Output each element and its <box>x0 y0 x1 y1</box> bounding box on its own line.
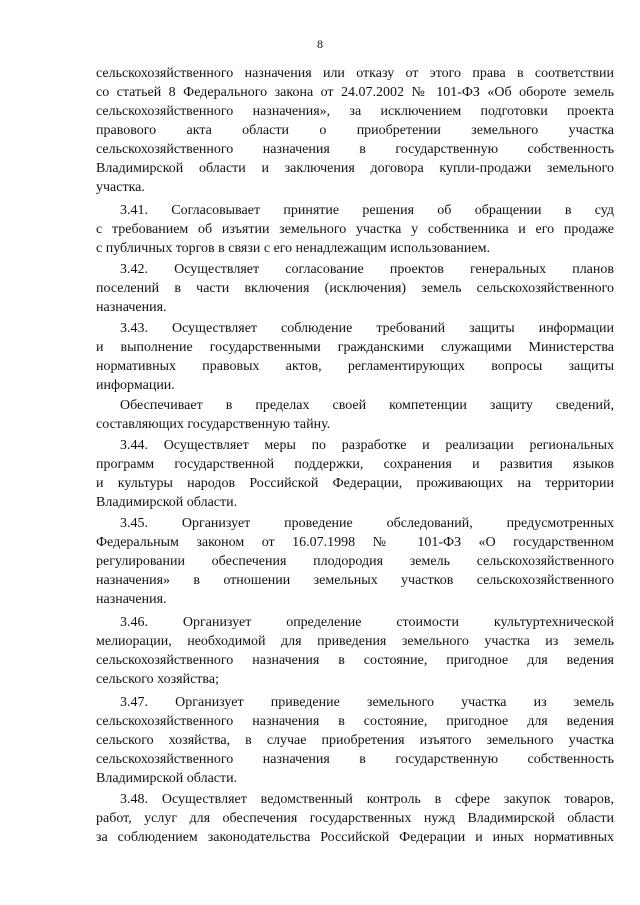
text-line: с публичных торгов в связи с его ненадлежащим использованием. <box>96 241 490 256</box>
paragraph-3-46-first-line: 3.46. Организует определение стоимости культуртехнической <box>120 615 614 630</box>
text-line: Владимирской области и заключения договора купли-продажи земельного <box>96 161 614 176</box>
page-number: 8 <box>317 37 323 51</box>
text-line: работ, услуг для обеспечения государственных нужд Владимирской области <box>96 811 614 826</box>
text-line: Владимирской области. <box>96 495 238 510</box>
text-line: сельскохозяйственного назначения в состояние, пригодное для ведения <box>96 653 614 668</box>
text-line: за соблюдением законодательства Российской Федерации и иных нормативных <box>96 830 614 845</box>
text-line: Владимирской области. <box>96 771 238 786</box>
text-line: составляющих государственную тайну. <box>96 417 331 432</box>
text-line: с требованием об изъятии земельного участка у собственника и его продаже <box>96 222 614 237</box>
text-line: назначения. <box>96 300 167 315</box>
paragraph-3-44-first-line: 3.44. Осуществляет меры по разработке и реализации региональных <box>120 438 614 453</box>
text-line: сельского хозяйства, в случае приобретения изъятого земельного участка <box>96 733 614 748</box>
text-line: информации. <box>96 378 175 393</box>
text-line: сельского хозяйства; <box>96 672 219 687</box>
text-line: со статьей 8 Федерального закона от 24.07.2002 № 101-ФЗ «Об обороте земель <box>96 85 614 100</box>
text-line: мелиорации, необходимой для приведения земельного участка из земель <box>96 634 614 649</box>
text-line: сельскохозяйственного назначения в государственную собственность <box>96 752 614 767</box>
paragraph-3-41-first-line: 3.41. Согласовывает принятие решения об обращении в суд <box>120 203 614 218</box>
paragraph-3-43-first-line: 3.43. Осуществляет соблюдение требований защиты информации <box>120 321 614 336</box>
text-line: и выполнение государственными гражданскими служащими Министерства <box>96 340 614 355</box>
text-line: Федеральным законом от 16.07.1998 № 101-ФЗ «О государственном <box>96 535 614 550</box>
text-line: сельскохозяйственного назначения в государственную собственность <box>96 142 614 157</box>
text-line: поселений в части включения (исключения) земель сельскохозяйственного <box>96 281 614 296</box>
paragraph-3-47-first-line: 3.47. Организует приведение земельного участка из земель <box>120 695 614 710</box>
text-line: сельскохозяйственного назначения», за исключением подготовки проекта <box>96 104 614 119</box>
text-line: сельскохозяйственного назначения в состояние, пригодное для ведения <box>96 714 614 729</box>
paragraph-state-secret-first-line: Обеспечивает в пределах своей компетенции защиту сведений, <box>120 398 614 413</box>
text-line: назначения» в отношении земельных участков сельскохозяйственного <box>96 573 614 588</box>
paragraph-3-48-first-line: 3.48. Осуществляет ведомственный контроль в сфере закупок товаров, <box>120 792 614 807</box>
text-line: назначения. <box>96 592 167 607</box>
paragraph-3-42-first-line: 3.42. Осуществляет согласование проектов генеральных планов <box>120 262 614 277</box>
text-line: нормативных правовых актов, регламентирующих вопросы защиты <box>96 359 614 374</box>
text-line: программ государственной поддержки, сохранения и развития языков <box>96 457 614 472</box>
text-line: правового акта области о приобретении земельного участка <box>96 123 614 138</box>
text-line: регулировании обеспечения плодородия земель сельскохозяйственного <box>96 554 614 569</box>
text-line: участка. <box>96 180 145 195</box>
text-line: сельскохозяйственного назначения или отказу от этого права в соответствии <box>96 66 614 81</box>
paragraph-3-45-first-line: 3.45. Организует проведение обследований, предусмотренных <box>120 516 614 531</box>
text-line: и культуры народов Российской Федерации, проживающих на территории <box>96 476 614 491</box>
